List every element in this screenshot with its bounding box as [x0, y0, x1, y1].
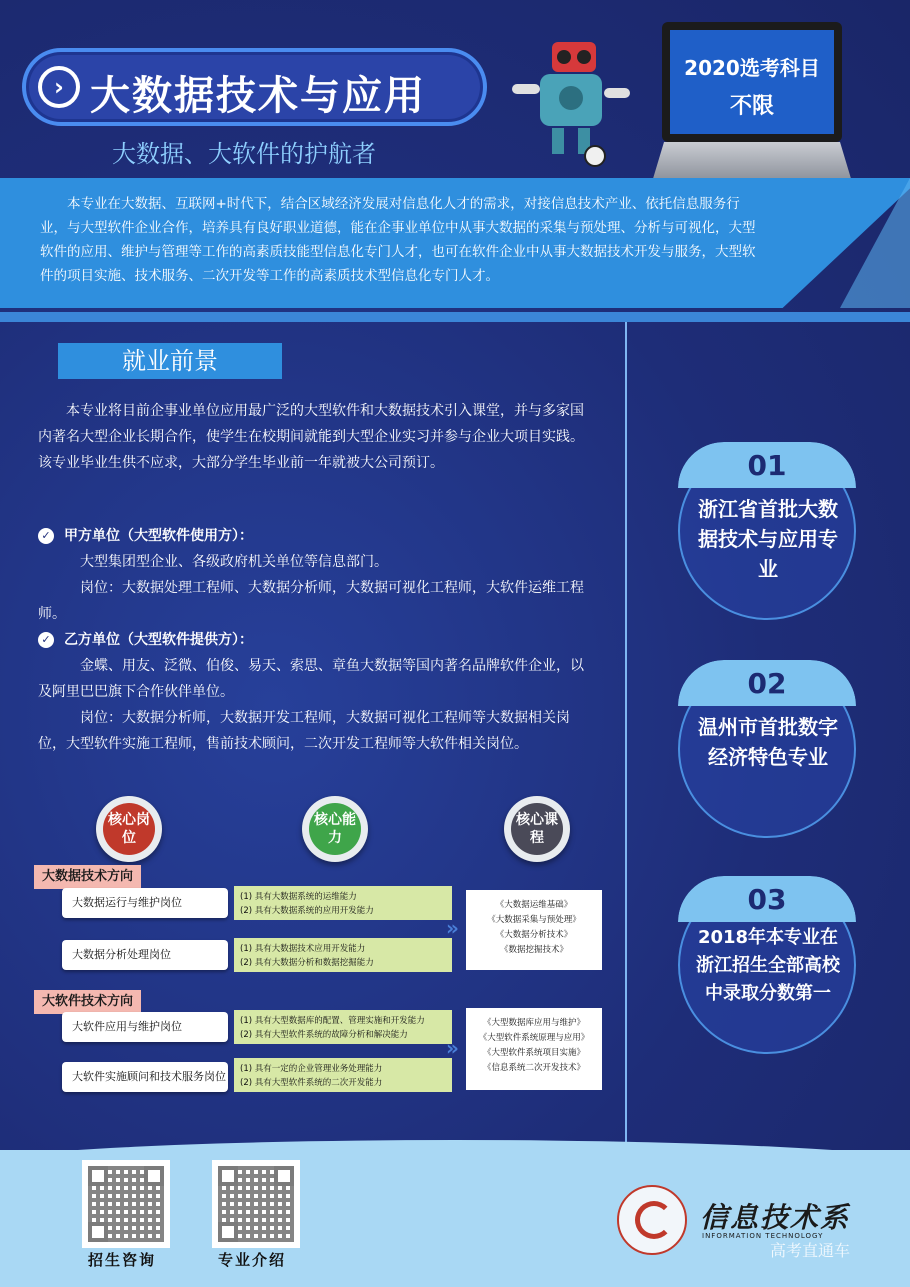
- intro-paragraph: 本专业在大数据、互联网+时代下，结合区域经济发展对信息化人才的需求，对接信息技术产业、依托信息服务行业，与大型软件企业合作，培养具有良好职业道德，能在企事业单位中从事大数据的采集与预处理、分析与可视化，大型软件的应用、维护与管理等工作的高素质技能型信息化专门人才，也可在软件企业中从事大数据技术开发与服务，大型软件的项目实施、技术服务、二次开发等工作的高素质技术型信息化专门人才。: [40, 196, 756, 284]
- department-name: 信息技术系: [700, 1201, 851, 1234]
- laptop-illustration: [652, 22, 852, 182]
- highlight-02: [678, 660, 856, 838]
- column-divider: [625, 322, 627, 1152]
- ability-item: (2) 具有大数据分析和数据挖掘能力: [240, 958, 374, 968]
- check-icon: ✓: [38, 632, 54, 648]
- course-item: 《大数据采集与预处理》: [487, 915, 581, 925]
- badge-core-courses: 核心课程: [504, 796, 570, 862]
- exam-subject-value: 不限: [729, 94, 774, 119]
- course-item: 《信息系统二次开发技术》: [482, 1063, 585, 1073]
- badge-core-ability: 核心能力: [302, 796, 368, 862]
- course-item: 《数据挖掘技术》: [499, 945, 568, 955]
- ability-item: (1) 具有大型数据库的配置、管理实施和开发能力: [240, 1016, 425, 1026]
- divider-stripe: [0, 312, 910, 322]
- robot-illustration: [500, 32, 635, 167]
- direction-bigsoftware: 大软件技术方向: [34, 990, 141, 1014]
- department-name-en: INFORMATION TECHNOLOGY: [702, 1232, 824, 1240]
- course-item: 《大型数据库应用与维护》: [482, 1018, 585, 1028]
- qr-code-admissions[interactable]: [82, 1160, 170, 1248]
- page-title: 大数据技术与应用: [90, 73, 426, 119]
- ability-item: (1) 具有大数据技术应用开发能力: [240, 944, 366, 954]
- highlight-number: 01: [747, 449, 787, 482]
- job-bigdata-ops: 大数据运行与维护岗位: [62, 888, 228, 918]
- double-chevron-icon: »: [446, 1036, 459, 1060]
- party-b-line2: 岗位：大数据分析师，大数据开发工程师，大数据可视化工程师等大数据相关岗位，大型软件实施工程师，售前技术顾问，二次开发工程师等大软件相关岗位。: [38, 710, 570, 752]
- highlight-number: 03: [747, 883, 787, 916]
- highlight-number: 02: [747, 667, 787, 700]
- highlight-text: 2018年本专业在浙江招生全部高校中录取分数第一: [696, 927, 840, 1004]
- chevron-right-icon: ›: [38, 66, 80, 108]
- watermark: 高考直通车: [770, 1241, 851, 1260]
- party-a-heading: 甲方单位（大型软件使用方）：: [64, 528, 253, 544]
- job-software-consulting: 大软件实施顾问和技术服务岗位: [62, 1062, 228, 1092]
- title-banner: [22, 48, 487, 126]
- highlight-text: 温州市首批数字经济特色专业: [698, 715, 838, 769]
- exam-subject-display: [670, 30, 834, 134]
- ability-group-3: [234, 1010, 452, 1044]
- job-software-ops: 大软件应用与维护岗位: [62, 1012, 228, 1042]
- ability-item: (2) 具有大型软件系统的二次开发能力: [240, 1078, 383, 1088]
- party-list: [38, 523, 590, 757]
- qr-code-major-intro[interactable]: [212, 1160, 300, 1248]
- check-icon: ✓: [38, 528, 54, 544]
- ability-group-2: [234, 938, 452, 972]
- exam-subject-title: 2020选考科目: [684, 56, 820, 80]
- ability-group-1: [234, 886, 452, 920]
- section-title-employment: 就业前景: [58, 343, 282, 379]
- course-item: 《大型软件系统原理与应用》: [478, 1033, 590, 1043]
- course-item: 《大数据分析技术》: [495, 930, 573, 940]
- course-box-1: [466, 890, 602, 970]
- ability-item: (2) 具有大型软件系统的故障分析和解决能力: [240, 1030, 408, 1040]
- direction-bigdata: 大数据技术方向: [34, 865, 141, 889]
- highlight-text: 浙江省首批大数据技术与应用专业: [698, 497, 838, 581]
- ability-item: (1) 具有一定的企业管理业务处理能力: [240, 1064, 383, 1074]
- qr-label-major-intro: 专业介绍: [218, 1251, 287, 1269]
- double-chevron-icon: »: [446, 916, 459, 940]
- course-item: 《大数据运维基础》: [495, 900, 573, 910]
- highlight-03: [678, 876, 856, 1054]
- qr-label-admissions: 招生咨询: [88, 1251, 157, 1269]
- course-box-2: [466, 1008, 602, 1090]
- party-a-line1: 大型集团型企业、各级政府机关单位等信息部门。: [80, 554, 388, 570]
- department-logo: [617, 1185, 687, 1255]
- ability-item: (1) 具有大数据系统的运维能力: [240, 892, 357, 902]
- party-b-heading: 乙方单位（大型软件提供方）：: [64, 632, 253, 648]
- course-item: 《大型软件系统项目实施》: [482, 1048, 585, 1058]
- job-bigdata-analysis: 大数据分析处理岗位: [62, 940, 228, 970]
- party-a-line2: 岗位：大数据处理工程师、大数据分析师，大数据可视化工程师，大软件运维工程师。: [38, 580, 584, 622]
- ability-group-4: [234, 1058, 452, 1092]
- employment-paragraph: 本专业将目前企事业单位应用最广泛的大型软件和大数据技术引入课堂，并与多家国内著名大型企业长期合作，使学生在校期间就能到大型企业实习并参与企业大项目实践。该专业毕业生供不应求，大部分学生毕业前一年就被大公司预订。: [38, 403, 584, 471]
- party-b-line1: 金蝶、用友、泛微、伯俊、易天、索思、章鱼大数据等国内著名品牌软件企业，以及阿里巴巴旗下合作伙伴单位。: [38, 658, 584, 700]
- ability-item: (2) 具有大数据系统的应用开发能力: [240, 906, 374, 916]
- highlight-01: [678, 442, 856, 620]
- page-subtitle: 大数据、大软件的护航者: [112, 140, 376, 168]
- badge-core-positions: 核心岗位: [96, 796, 162, 862]
